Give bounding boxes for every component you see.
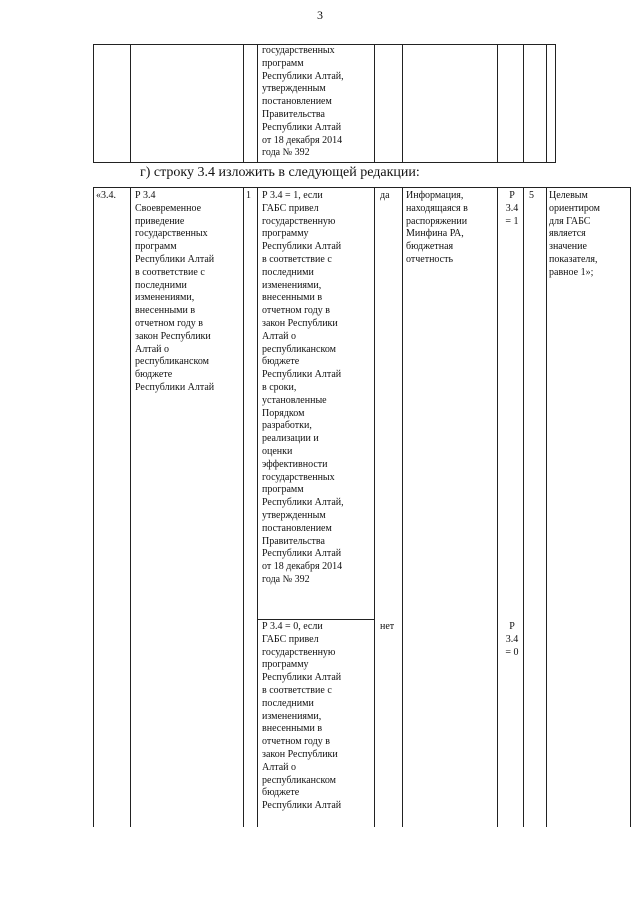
table-border	[130, 187, 131, 827]
section-caption: г) строку 3.4 изложить в следующей редакции:	[140, 165, 420, 180]
table-border	[523, 187, 524, 827]
condition-no: Р 3.4 = 0, если ГАБС привел государственную программу Республики Алтай в соответствие с последними изменениями, внесенными в отчетном году в закон Республики Алтай о республиканском бюджете Республики Алтай	[262, 621, 342, 812]
table-border	[523, 44, 524, 163]
table-border	[497, 44, 498, 163]
table-border	[257, 619, 374, 620]
table-border	[93, 44, 94, 163]
table-border	[93, 187, 94, 827]
max-score: 5	[529, 190, 534, 201]
data-source: Информация, находящаяся в распоряжении Минфина РА, бюджетная отчетность	[406, 190, 468, 265]
page-number: 3	[317, 8, 323, 22]
table-border	[257, 187, 258, 827]
indicator-name: Р 3.4 Своевременное приведение государственных программ Республики Алтай в соответствие с последними изменениями, внесенными в отчетном году в закон Республики Алтай о республиканском бюджете Республики Алтай	[135, 190, 215, 393]
table-border	[497, 187, 498, 827]
value-yes: Р 3.4 = 1	[505, 190, 519, 227]
table-border	[243, 187, 244, 827]
table-border	[243, 44, 244, 163]
table-border	[374, 187, 375, 827]
table-border	[546, 44, 547, 163]
answer-yes: да	[380, 190, 390, 201]
table-border	[402, 187, 403, 827]
table-border	[93, 162, 556, 163]
table-border	[630, 187, 631, 827]
value-no: Р 3.4 = 0	[505, 621, 519, 658]
indicator-weight: 1	[246, 190, 251, 201]
table-border	[402, 44, 403, 163]
table-border	[93, 187, 630, 188]
top-fragment-text: государственных программ Республики Алтай, утвержденным постановлением Правительства Республики Алтай от 18 декабря 2014 года № 392	[262, 45, 344, 159]
answer-no: нет	[380, 621, 395, 632]
table-border	[374, 44, 375, 163]
target-value: Целевым ориентиром для ГАБС является значение показателя, равное 1»;	[549, 190, 601, 278]
table-border	[546, 187, 547, 827]
table-border	[130, 44, 131, 163]
row-number: «3.4.	[96, 190, 116, 201]
table-border	[555, 44, 556, 163]
table-border	[257, 44, 258, 163]
condition-yes: Р 3.4 = 1, если ГАБС привел государственную программу Республики Алтай в соответствие с последними изменениями, внесенными в отчетном году в закон Республики Алтай о республиканском бюджете Республики Алтай в сроки, установленные Порядком разработки, реализации и оценки эффективности государственных программ Республики Алтай, утвержденным постановлением Правительства Республики Алтай от 18 декабря 2014 года № 392	[262, 190, 344, 585]
